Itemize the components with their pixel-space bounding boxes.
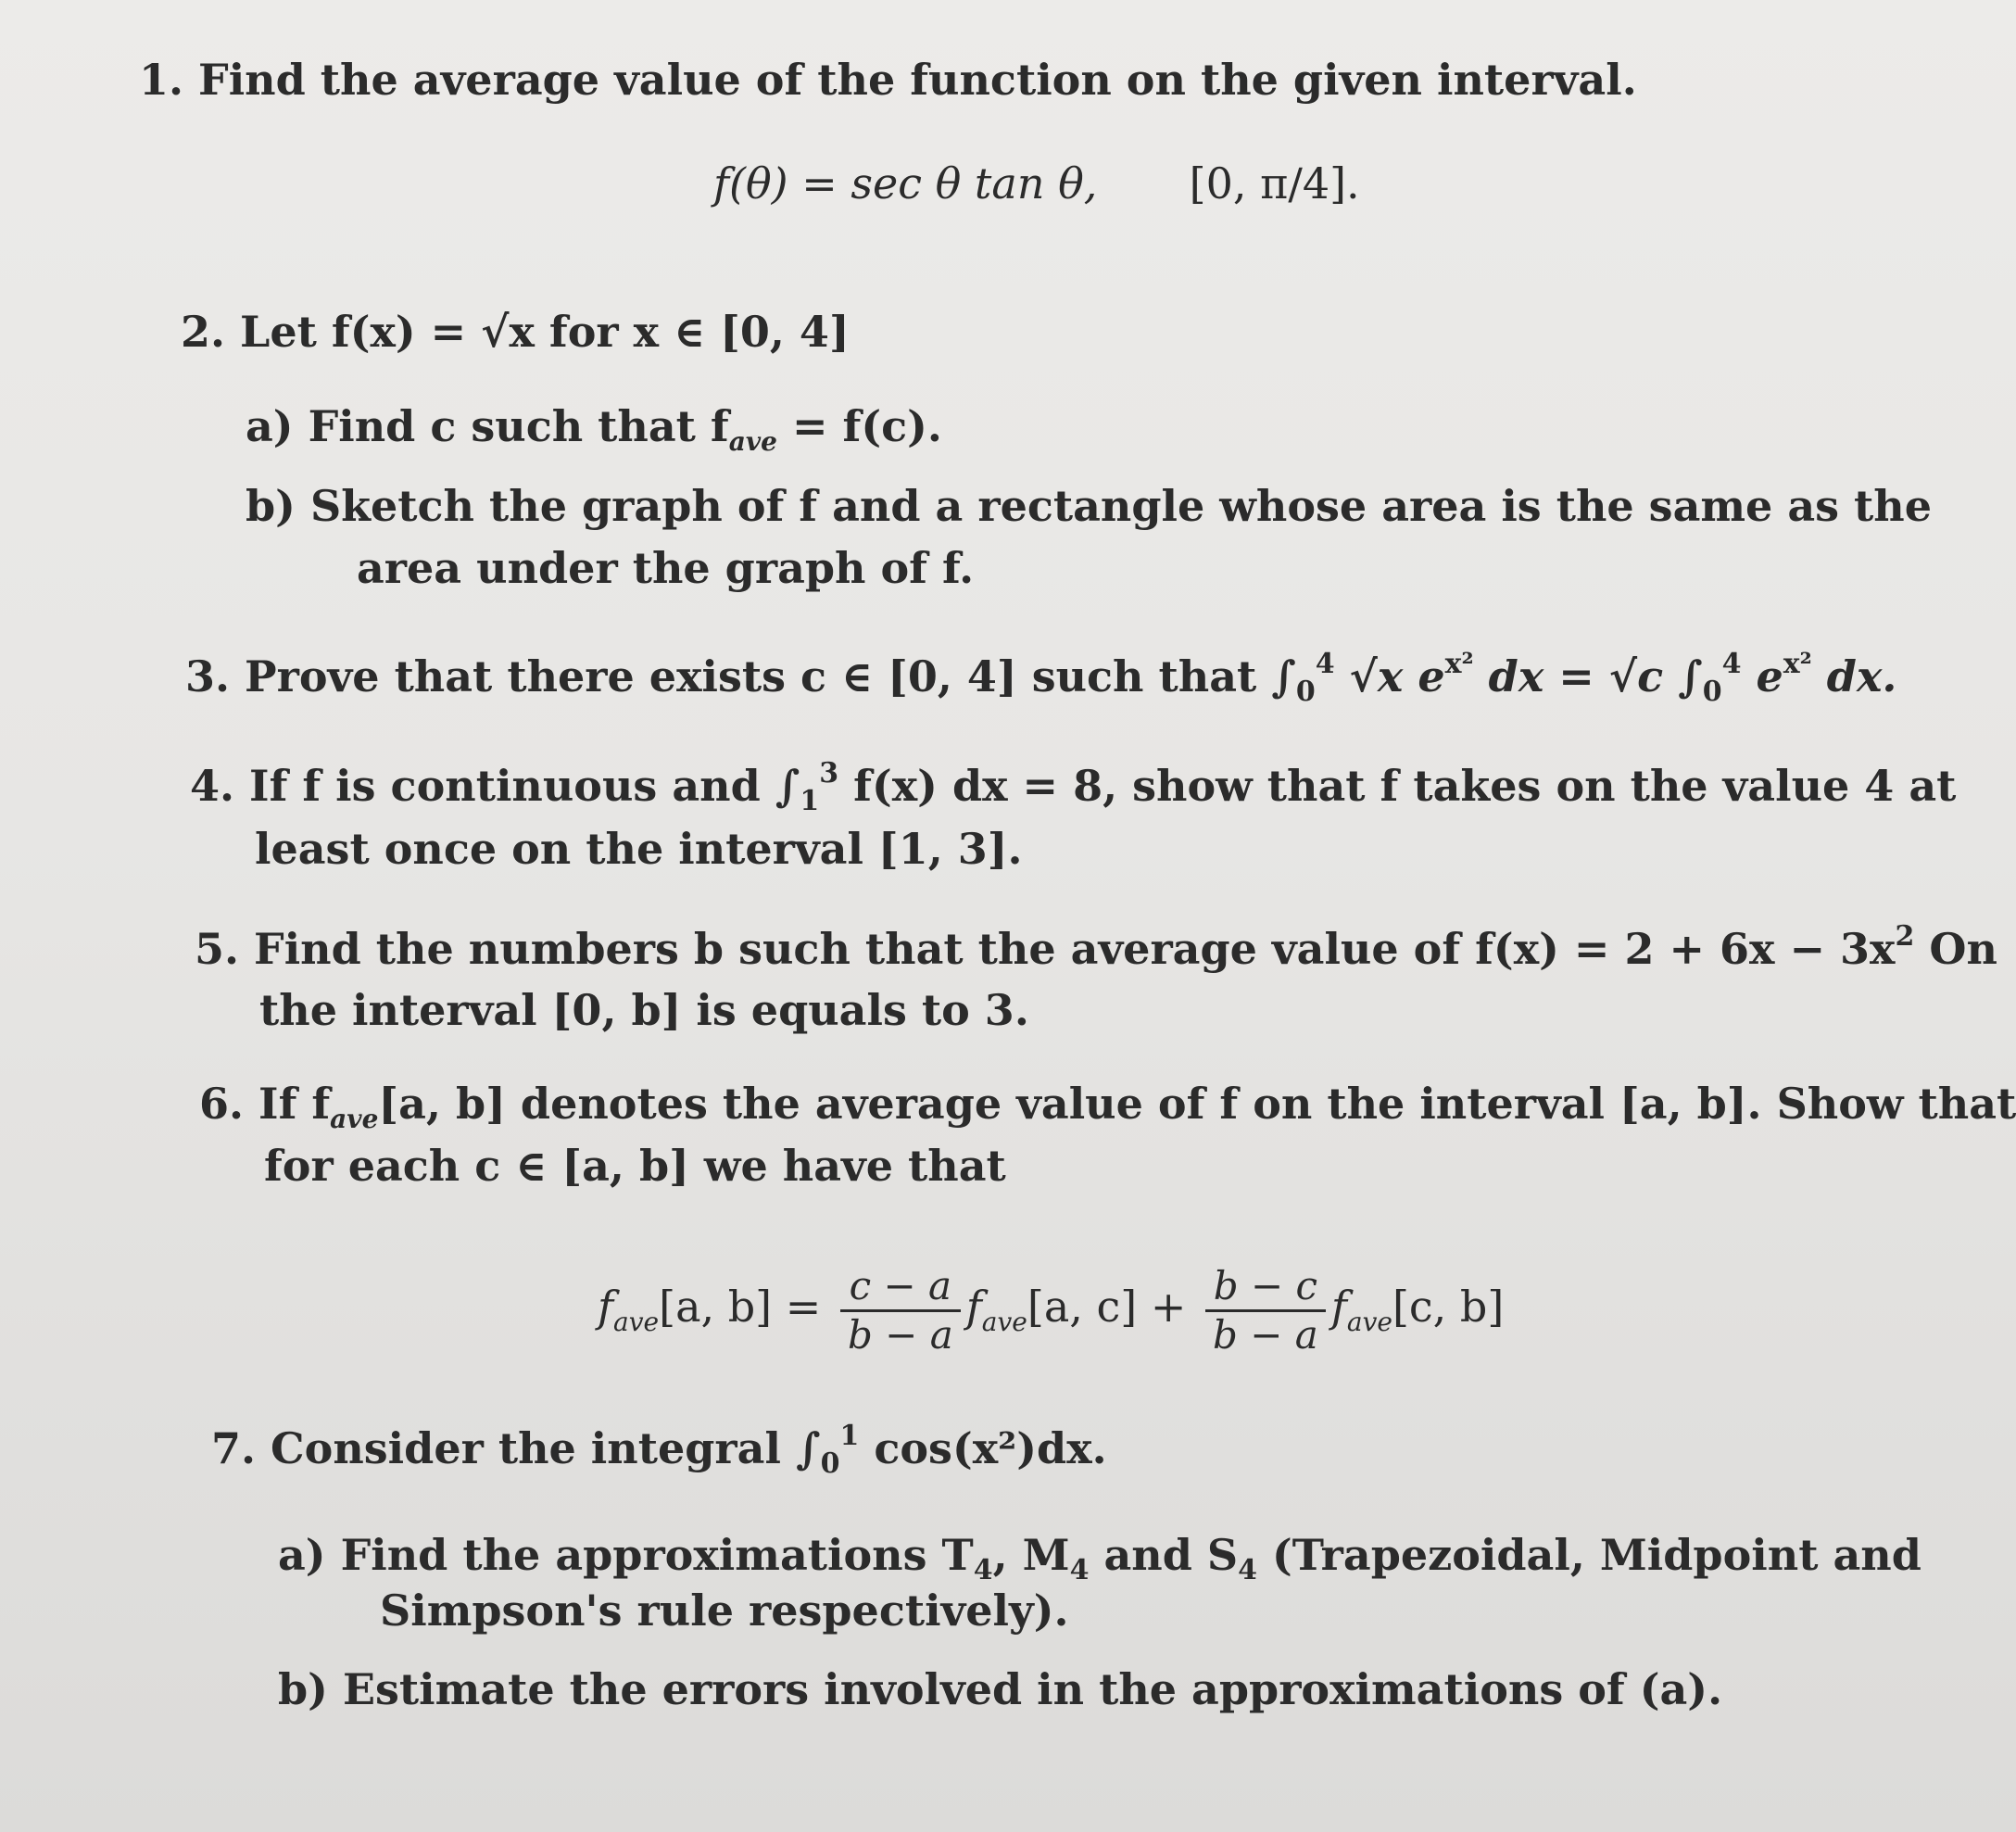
problem-6 xyxy=(199,1078,2016,1134)
integral-sign-icon: ∫ xyxy=(795,1423,821,1473)
problem-4-mid: f(x) dx = 8, show that f takes on the value 4 at xyxy=(838,761,1957,811)
problem-2a-end: = f(c). xyxy=(776,401,942,451)
formula-f-mid: f xyxy=(965,1282,982,1332)
problem-7a-end: (Trapezoidal, Midpoint and xyxy=(1256,1530,1922,1580)
problem-5-sup: 2 xyxy=(1895,920,1915,953)
fraction-1-num: c − a xyxy=(840,1263,961,1312)
integral-sign-icon: ∫ xyxy=(1678,651,1703,701)
formula-sub-1: ave xyxy=(613,1307,660,1337)
problem-2a-text: a) Find c such that f xyxy=(246,401,729,451)
problem-1-text: Find the average value of the function on the given interval. xyxy=(198,55,1637,105)
problem-7-number: 7. xyxy=(211,1423,257,1473)
formula-lhs-args: [a, b] = xyxy=(659,1282,822,1332)
problem-7-end: cos(x²)dx. xyxy=(859,1423,1107,1473)
problem-1-formula: f(θ) = sec θ tan θ, xyxy=(713,158,1098,208)
problem-7-upper: 1 xyxy=(839,1420,860,1452)
problem-2a-sub: ave xyxy=(728,426,777,457)
problem-5-text: Find the numbers b such that the average value of f(x) = 2 + 6x − 3x xyxy=(254,924,1896,974)
problem-7b: b) Estimate the errors involved in the approximations of (a). xyxy=(278,1664,1723,1714)
formula-rhs-args: [c, b] xyxy=(1392,1282,1505,1332)
formula-f-lhs: f xyxy=(598,1282,614,1332)
problem-5-end: On xyxy=(1914,924,1997,974)
formula-f-rhs: f xyxy=(1330,1282,1347,1332)
problem-6-line2: for each c ∈ [a, b] we have that xyxy=(264,1141,1006,1191)
fraction-2 xyxy=(1205,1263,1326,1358)
problem-2b-line2: area under the graph of f. xyxy=(357,543,975,593)
problem-3-end: dx. xyxy=(1811,651,1897,701)
problem-3-exp-1: x² xyxy=(1444,648,1474,680)
formula-mid-args: [a, c] + xyxy=(1027,1282,1187,1332)
problem-6-formula xyxy=(598,1256,1504,1358)
problem-4 xyxy=(190,757,1957,817)
problem-3-mid: dx = √c xyxy=(1473,651,1679,701)
problem-6-sub: ave xyxy=(330,1104,379,1134)
integral-sign-icon: ∫ xyxy=(1271,651,1296,701)
problem-7-text: Consider the integral xyxy=(271,1423,796,1473)
problem-7 xyxy=(211,1420,1107,1480)
problem-3-lhs: √x e xyxy=(1334,651,1445,701)
problem-1-formula-line xyxy=(713,158,1360,209)
fraction-1 xyxy=(840,1263,961,1358)
fraction-1-den: b − a xyxy=(847,1311,953,1358)
problem-5-number: 5. xyxy=(195,924,240,974)
problem-3-text: Prove that there exists c ∈ [0, 4] such that xyxy=(245,651,1272,701)
problem-7a-line2: Simpson's rule respectively). xyxy=(380,1586,1069,1636)
problem-3-upper-2: 4 xyxy=(1721,648,1742,680)
problem-6-number: 6. xyxy=(199,1079,245,1129)
fraction-2-num: b − c xyxy=(1205,1263,1326,1312)
problem-3-lower: 0 xyxy=(1295,676,1316,708)
problem-3-upper: 4 xyxy=(1315,648,1335,680)
problem-6-end: [a, b] denotes the average value of f on the interval [a, b]. Show that xyxy=(378,1079,2016,1129)
integral-sign-icon: ∫ xyxy=(775,761,800,811)
problem-7a-m-sub: 4 xyxy=(1069,1554,1090,1586)
problem-7a-line1 xyxy=(278,1529,1922,1586)
problem-7a-start: a) Find the approximations T xyxy=(278,1530,974,1580)
problem-5-line2: the interval [0, b] is equals to 3. xyxy=(259,985,1029,1035)
problem-4-number: 4. xyxy=(190,761,235,811)
problem-7a-mid2: and S xyxy=(1089,1530,1239,1580)
problem-7a-s-sub: 4 xyxy=(1238,1554,1257,1586)
problem-4-line2: least once on the interval [1, 3]. xyxy=(255,824,1023,874)
fraction-2-den: b − a xyxy=(1213,1311,1318,1358)
problem-7a-t-sub: 4 xyxy=(973,1554,993,1586)
problem-2b-line1: b) Sketch the graph of f and a rectangle whose area is the same as the xyxy=(246,481,1933,531)
problem-6-start: If f xyxy=(258,1079,331,1129)
problem-7-lower: 0 xyxy=(820,1447,840,1480)
problem-2-number: 2. xyxy=(181,307,226,357)
problem-3-rhs: e xyxy=(1741,651,1783,701)
problem-2a xyxy=(246,400,942,457)
problem-5 xyxy=(195,920,1997,975)
problem-3-number: 3. xyxy=(185,651,231,701)
problem-7a-mid1: , M xyxy=(992,1530,1070,1580)
problem-1-number: 1. xyxy=(139,55,184,105)
problem-3 xyxy=(185,648,1897,708)
formula-sub-3: ave xyxy=(1346,1307,1392,1337)
problem-1 xyxy=(139,54,1637,106)
problem-2 xyxy=(181,306,850,358)
problem-3-exp-2: x² xyxy=(1783,648,1812,680)
problem-1-interval: [0, π/4]. xyxy=(1189,158,1360,208)
problem-4-text: If f is continuous and xyxy=(249,761,775,811)
problem-4-lower: 1 xyxy=(800,785,820,817)
problem-3-lower-2: 0 xyxy=(1702,676,1722,708)
formula-sub-2: ave xyxy=(981,1307,1027,1337)
problem-4-upper: 3 xyxy=(819,757,839,790)
problem-2-text: Let f(x) = √x for x ∈ [0, 4] xyxy=(240,307,850,357)
